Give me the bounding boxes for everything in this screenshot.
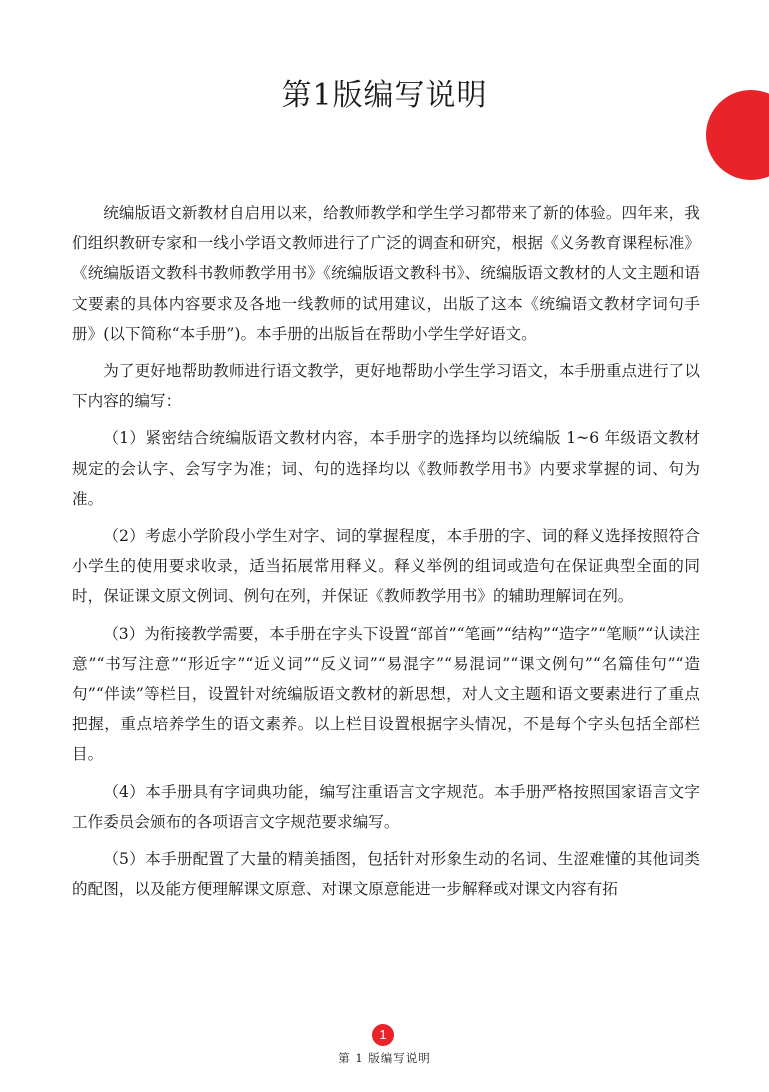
paragraph-item-2: （2）考虑小学阶段小学生对字、词的掌握程度，本手册的字、词的释义选择按照符合小学生的使用要求收录，适当拓展常用释义。释义举例的组词或造句在保证典型全面的同时，保证课文原文例词、例句在列，并保证《教师教学用书》的辅助理解词在列。 [72, 527, 700, 606]
body-text [72, 198, 700, 911]
paragraph-intro: 统编版语文新教材自启用以来，给教师教学和学生学习都带来了新的体验。四年来，我们组织教研专家和一线小学语文教师进行了广泛的调查和研究，根据《义务教育课程标准》《统编版语文教科书教师教学用书》《统编版语文教科书》、统编版语文教材的人文主题和语文要素的具体内容要求及各地一线教师的试用建议，出版了这本《统编语文教材字词句手册》(以下简称“本手册”)。本手册的出版旨在帮助小学生学好语文。 [72, 204, 700, 343]
paragraph-purpose: 为了更好地帮助教师进行语文教学，更好地帮助小学生学习语文，本手册重点进行了以下内容的编写： [72, 362, 700, 411]
page-title: 第1版编写说明 [281, 78, 488, 113]
paragraph-item-3: （3）为衔接教学需要，本手册在字头下设置“部首”“笔画”“结构”“造字”“笔顺”“认读注意”“书写注意”“形近字”“近义词”“反义词”“易混字”“易混词”“课文例句”“名篇佳句”“造句”“伴读”等栏目，设置针对统编版语文教材的新思想，对人文主题和语文要素进行了重点把握，重点培养学生的语文素养。以上栏目设置根据字头情况，不是每个字头包括全部栏目。 [72, 624, 700, 764]
running-footer-title: 第 1 版编写说明 [338, 1051, 431, 1065]
paragraph-item-4: （4）本手册具有字词典功能，编写注重语言文字规范。本手册严格按照国家语言文字工作委员会颁布的各项语言文字规范要求编写。 [72, 782, 700, 831]
paragraph-item-5: （5）本手册配置了大量的精美插图，包括针对形象生动的名词、生涩难懂的其他词类的配图，以及能方便理解课文原意、对课文原意能进一步解释或对课文内容有拓 [72, 850, 700, 899]
paragraph-item-1: （1）紧密结合统编版语文教材内容，本手册字的选择均以统编版 1~6 年级语文教材规定的会认字、会写字为准；词、句的选择均以《教师教学用书》内要求掌握的词、句为准。 [72, 429, 700, 508]
page-number-badge: 1 [372, 1024, 394, 1046]
